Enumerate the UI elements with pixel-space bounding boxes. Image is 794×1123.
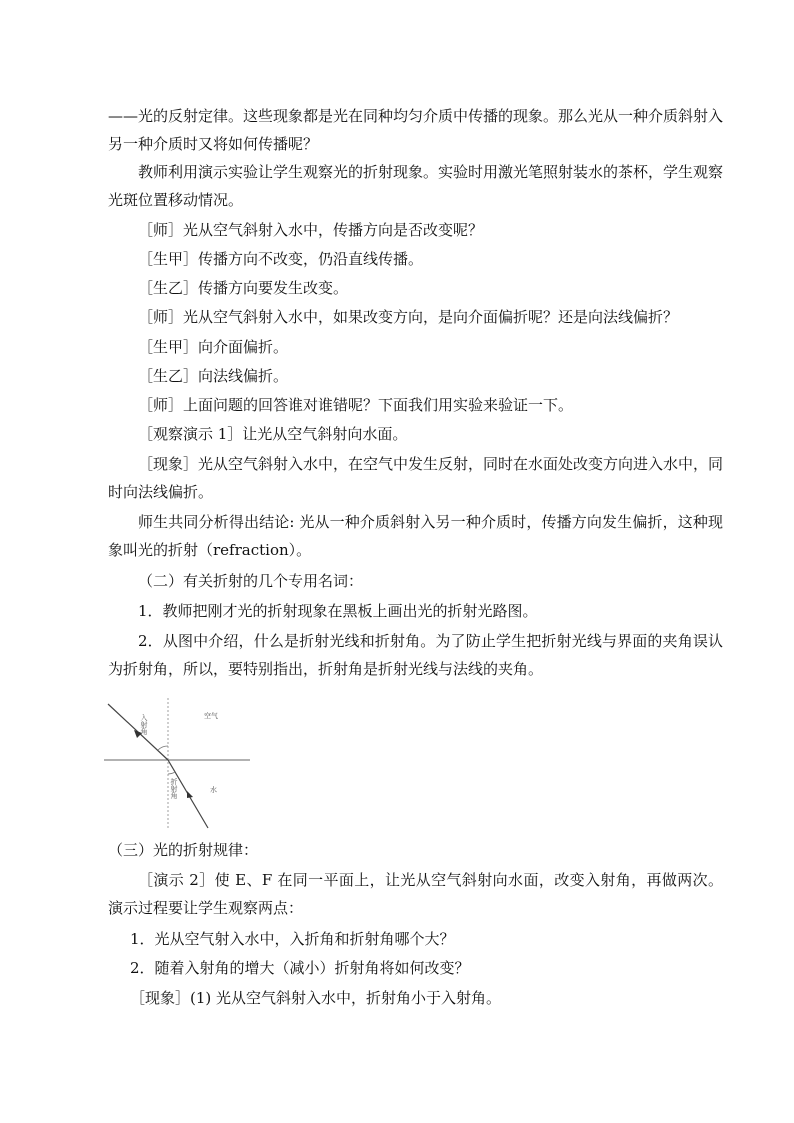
dialogue-student-a-2: ［生甲］向介面偏折。 xyxy=(138,338,289,356)
dialogue-teacher-1: ［师］光从空气斜射入水中，传播方向是否改变呢？ xyxy=(138,221,484,239)
paragraph-reflection-law: ——光的反射定律。这些现象都是光在同种均匀介质中传播的现象。那么光从一种介质斜射入另一种介质时又将如何传播呢？ xyxy=(108,107,723,153)
paragraph-phenomenon-1: ［现象］光从空气斜射入水中，在空气中发生反射，同时在水面处改变方向进入水中，同时向法线偏折。 xyxy=(108,455,723,501)
section-2-heading: （二）有关折射的几个专用名词： xyxy=(138,572,364,590)
paragraph-conclusion: 师生共同分析得出结论: 光从一种介质斜射入另一种介质时，传播方向发生偏折，这种现象叫光的折射（refraction）。 xyxy=(108,513,723,559)
refraction-diagram xyxy=(98,696,258,832)
refracted-arrow xyxy=(187,791,193,798)
section-2-item-1: 1．教师把刚才光的折射现象在黑板上画出光的折射光路图。 xyxy=(138,602,538,620)
observation-point-1: 1．光从空气射入水中，入折角和折射角哪个大？ xyxy=(130,930,455,948)
incidence-angle-arc xyxy=(158,746,168,750)
observation-point-2: 2．随着入射角的增大（减小）折射角将如何改变？ xyxy=(130,959,470,977)
label-water: 水 xyxy=(210,786,217,794)
dialogue-teacher-3: ［师］上面问题的回答谁对谁错呢？下面我们用实验来验证一下。 xyxy=(138,396,574,414)
refraction-angle-arc xyxy=(168,772,175,774)
label-incidence-angle: 入射角 xyxy=(140,714,148,735)
demo-1-heading: ［观察演示 1］让光从空气斜射向水面。 xyxy=(138,425,408,443)
dialogue-teacher-2: ［师］光从空气斜射入水中，如果改变方向，是向介面偏折呢？还是向法线偏折？ xyxy=(138,308,679,326)
paragraph-teacher-demo: 教师利用演示实验让学生观察光的折射现象。实验时用激光笔照射装水的茶杯，学生观察光斑位置移动情况。 xyxy=(108,163,723,209)
label-air: 空气 xyxy=(204,712,218,720)
refraction-diagram-svg xyxy=(98,696,258,832)
label-refraction-angle: 折射角 xyxy=(170,778,178,799)
dialogue-student-b-2: ［生乙］向法线偏折。 xyxy=(138,367,289,385)
dialogue-student-a-1: ［生甲］传播方向不改变，仍沿直线传播。 xyxy=(138,250,424,268)
demo-2-paragraph: ［演示 2］使 E、F 在同一平面上，让光从空气斜射向水面，改变入射角，再做两次。演示过程要让学生观察两点： xyxy=(108,871,723,917)
section-2-item-2: 2．从图中介绍，什么是折射光线和折射角。为了防止学生把折射光线与界面的夹角误认为折射角，所以，要特别指出，折射角是折射光线与法线的夹角。 xyxy=(108,632,723,678)
dialogue-student-b-1: ［生乙］传播方向要发生改变。 xyxy=(138,279,349,297)
phenomenon-2: ［现象］(1) 光从空气斜射入水中，折射角小于入射角。 xyxy=(130,989,502,1007)
section-3-heading: （三）光的折射规律： xyxy=(108,841,259,859)
